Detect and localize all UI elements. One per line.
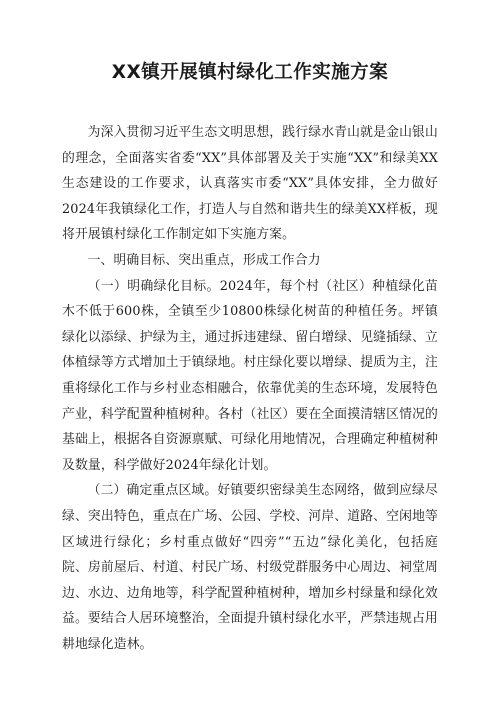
- document-title: XX镇开展镇村绿化工作实施方案: [111, 62, 389, 83]
- section-1-heading: 一、明确目标、突出重点，形成工作合力: [87, 252, 321, 268]
- intro-paragraph: 为深入贯彻习近平生态文明思想，践行绿水青山就是金山银山的理念，全面落实省委“XX”具体部署及关于实施“XX”和绿美XX生态建设的工作要求，认真落实市委“XX”具体安排，全力做好2024年我镇绿化工作，打造人与自然和谐共生的绿美XX样板，现将开展镇村绿化工作制定如下实施方案。: [62, 125, 438, 243]
- section-1-item-2: （二）确定重点区域。好镇要织密绿美生态网络，做到应绿尽绿、突出特色，重点在广场、公园、学校、河岸、道路、空闲地等区域进行绿化；乡村重点做好“四旁”“五边”绿化美化，包括庭院、房前屋后、村道、村民广场、村级党群服务中心周边、祠堂周边、水边、边角地等，科学配置种植树种，增加乡村绿量和绿化效益。要结合人居环境整治，全面提升镇村绿化水平，严禁违规占用耕地绿化造林。: [62, 483, 438, 652]
- section-1-item-1: （一）明确绿化目标。2024年，每个村（社区）种植绿化苗木不低于600株，全镇至少10800株绿化树苗的种植任务。坪镇绿化以添绿、护绿为主，通过拆违建绿、留白增绿、见缝插绿、立体植绿等方式增加土于镇绿地。村庄绿化要以增绿、提质为主，注重将绿化工作与乡村业态相融合，依靠优美的生态环境，发展特色产业，科学配置种植树种。各村（社区）要在全面摸清辖区情况的基础上，根据各自资源禀赋、可绿化用地情况，合理确定种植树种及数量，科学做好2024年绿化计划。: [62, 278, 438, 473]
